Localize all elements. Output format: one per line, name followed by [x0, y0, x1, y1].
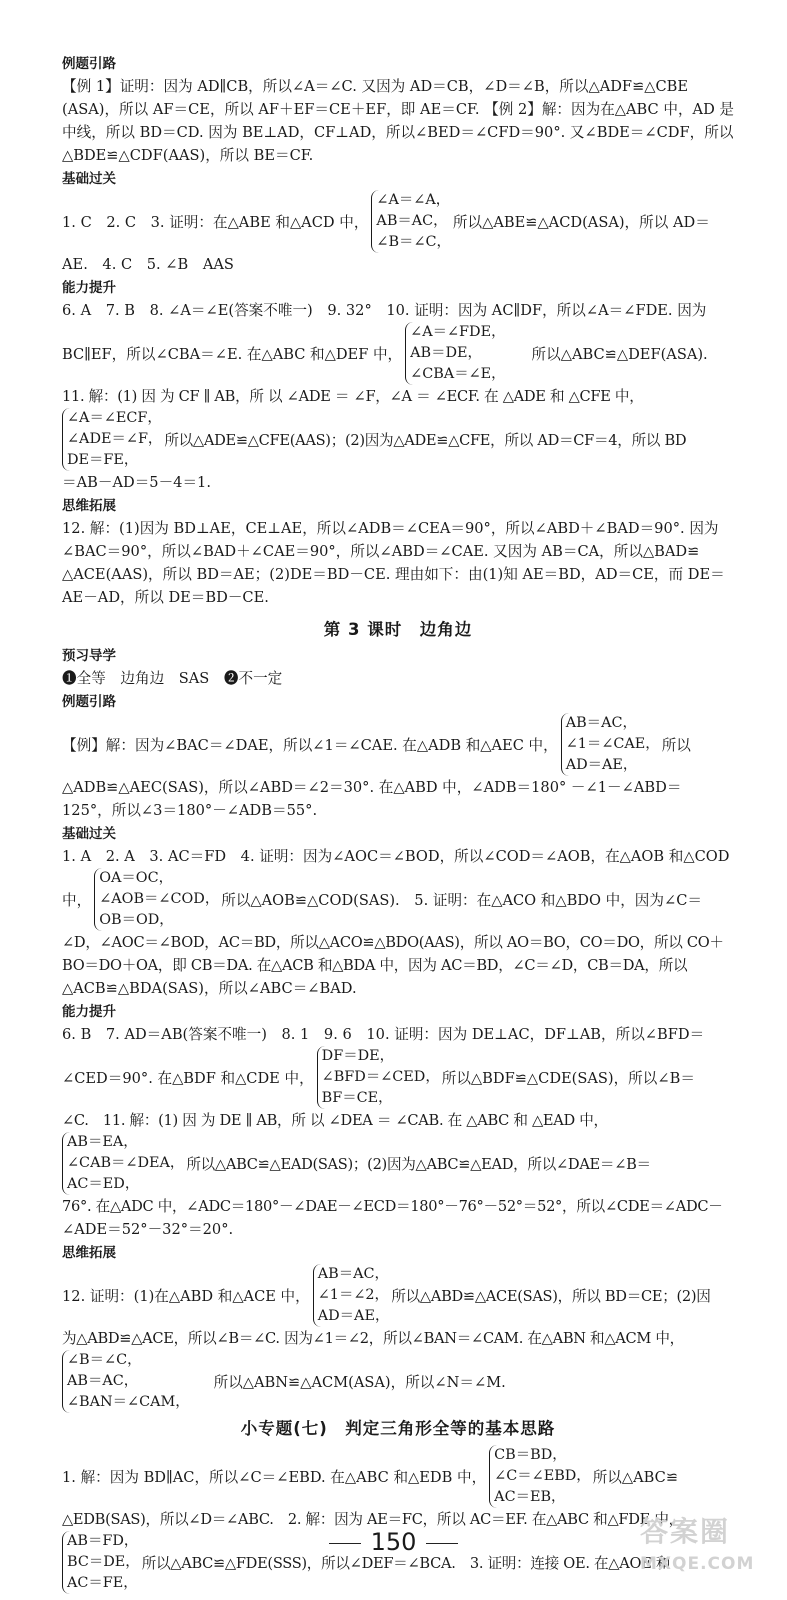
text-line: 中线，所以 BD＝CD. 因为 BE⊥AD，CF⊥AD，所以∠BED＝∠CFD＝90°. 又∠BDE＝∠CDF，所以: [62, 124, 734, 141]
page-number-text: 150: [370, 1528, 417, 1556]
brace-line: ∠A＝∠ECF，: [67, 410, 162, 426]
q3-brace: [371, 190, 450, 253]
example-post: 所以: [661, 737, 691, 754]
text-line: ∠C. 11. 解：(1) 因 为 DE ∥ AB，所 以 ∠DEA ＝ ∠CAB. 在 △ABC 和 △EAD 中，: [62, 1112, 608, 1129]
q10b-pre: ∠CED＝90°. 在△BDF 和△CDE 中，: [62, 1070, 314, 1087]
text-line: 6. B 7. AD＝AB(答案不唯一) 8. 1 9. 6 10. 证明：因为 DE⊥AC，DF⊥AB，所以∠BFD＝: [62, 1026, 705, 1043]
text-line: BO＝DO＋OA，即 CB＝DA. 在△ACB 和△BDA 中，因为 AC＝BD，∠C＝∠D，CB＝DA，所以: [62, 957, 688, 974]
brace-line: AB＝EA，: [67, 1134, 138, 1150]
section-heading-examples: 例题引路: [62, 56, 116, 72]
brace-line: ∠CBA＝∠E，: [410, 366, 506, 382]
brace-line: OB＝OD，: [99, 912, 174, 928]
text-line: △ACB≌△BDA(SAS)，所以∠ABC＝∠BAD.: [62, 980, 357, 997]
brace-line: ∠1＝∠CAE，: [565, 736, 660, 752]
brace-line: DF＝DE，: [321, 1048, 395, 1064]
watermark-text: 答案圈: [640, 1515, 731, 1548]
s3-q2-post: 所以△ABC≌△FDE(SSS)，所以∠DEF＝∠BCA. 3. 证明：连接 OE. 在△AOE 和: [141, 1555, 671, 1572]
brace-line: ∠A＝∠FDE，: [410, 324, 506, 340]
q11-row: [62, 408, 734, 471]
brace-line: AB＝AC，: [67, 1373, 139, 1389]
topic-title: 小专题(七) 判定三角形全等的基本思路: [240, 1419, 556, 1438]
section-heading-extension: 思维拓展: [62, 498, 116, 514]
q12-pre: 12. 证明：(1)在△ABD 和△ACE 中，: [62, 1288, 310, 1305]
q3-row: [62, 190, 734, 253]
example-pre: 【例】解：因为∠BAC＝∠DAE，所以∠1＝∠CAE. 在△ADB 和△AEC 中，: [62, 737, 558, 754]
page-number-dash: [329, 1543, 361, 1544]
text-line: 76°. 在△ADC 中，∠ADC＝180°－∠DAE－∠ECD＝180°－76°－52°＝52°，所以∠CDE＝∠ADC－: [62, 1198, 723, 1215]
brace-line: ∠BFD＝∠CED，: [321, 1069, 440, 1085]
q10b-post: 所以△BDF≌△CDE(SAS)，所以∠B＝: [441, 1070, 695, 1087]
text-line: ＝AB－AD＝5－4＝1.: [62, 474, 211, 491]
text-line: △ACE(AAS)，所以 BD＝AE；(2)DE＝BD－CE. 理由如下：由(1)知 AE＝BD，AD＝CE，而 DE＝: [62, 566, 725, 583]
text-line: ❶全等 边角边 SAS ❷不一定: [62, 670, 283, 687]
brace-line: ∠BAN＝∠CAM，: [67, 1394, 190, 1410]
s3-q1-brace: [489, 1445, 591, 1508]
text-line: 11. 解：(1) 因 为 CF ∥ AB，所 以 ∠ADE ＝ ∠F，∠A ＝ ∠ECF. 在 △ADE 和 △CFE 中，: [62, 388, 644, 405]
brace-line: AC＝ED，: [67, 1176, 140, 1192]
text-line: 6. A 7. B 8. ∠A＝∠E(答案不唯一) 9. 32° 10. 证明：因为 AC∥DF，所以∠A＝∠FDE. 因为: [62, 302, 707, 319]
s3-q1-pre: 1. 解：因为 BD∥AC，所以∠C＝∠EBD. 在△ABC 和△EDB 中，: [62, 1469, 487, 1486]
text-line: ∠ADE＝52°－32°＝20°.: [62, 1221, 234, 1238]
text-line: 为△ABD≌△ACE，所以∠B＝∠C. 因为∠1＝∠2，所以∠BAN＝∠CAM. 在△ABN 和△ACM 中，: [62, 1330, 684, 1347]
section-heading-ability: 能力提升: [62, 1004, 116, 1020]
example-brace: [561, 713, 660, 776]
q11-post: 所以△ADE≌△CFE(AAS)；(2)因为△ADE≌△CFE，所以 AD＝CF＝4，所以 BD: [164, 432, 687, 449]
brace-line: AB＝AC，: [565, 715, 637, 731]
q12b-row: [62, 1350, 734, 1413]
brace-line: ∠ADE＝∠F，: [67, 431, 163, 447]
watermark-url: MXQE.COM: [640, 1554, 755, 1574]
example-row: [62, 713, 734, 776]
text-line: 1. A 2. A 3. AC＝FD 4. 证明：因为∠AOC＝∠BOD，所以∠COD＝∠AOB，在△AOB 和△COD: [62, 848, 730, 865]
brace-line: BF＝CE，: [321, 1090, 393, 1106]
section-heading-basics: 基础过关: [62, 171, 116, 187]
brace-line: DE＝FE，: [67, 452, 139, 468]
lesson-title: 第 3 课时 边角边: [323, 620, 473, 639]
text-line: 【例 1】证明：因为 AD∥CB，所以∠A＝∠C. 又因为 AD＝CB，∠D＝∠B，所以△ADF≌△CBE: [62, 78, 689, 95]
brace-line: ∠A＝∠A，: [376, 192, 451, 208]
q11-brace: [62, 408, 162, 471]
page-number-dash: [426, 1543, 458, 1544]
section-heading-preview: 预习导学: [62, 648, 116, 664]
watermark-logo: [640, 1510, 755, 1590]
brace-line: AC＝EB，: [494, 1489, 566, 1505]
brace-line: CB＝BD，: [494, 1447, 567, 1463]
brace-line: AD＝AE，: [565, 757, 638, 773]
q3-post: 所以△ABE≌△ACD(ASA)，所以 AD＝: [452, 214, 710, 231]
q4-pre: 中，: [62, 892, 92, 909]
brace-line: BC＝DE，: [67, 1554, 140, 1570]
brace-line: ∠CAB＝∠DEA，: [67, 1155, 185, 1171]
q12-post: 所以△ABD≌△ACE(SAS)，所以 BD＝CE；(2)因: [391, 1288, 711, 1305]
q4-post: 所以△AOB≌△COD(SAS). 5. 证明：在△ACO 和△BDO 中，因为∠C＝: [221, 892, 702, 909]
text-line: (ASA)，所以 AF＝CE，所以 AF＋EF＝CE＋EF，即 AE＝CF. 【例 2】解：因为在△ABC 中，AD 是: [62, 101, 735, 118]
q12b-post: 所以△ABN≌△ACM(ASA)，所以∠N＝∠M.: [213, 1374, 506, 1391]
brace-line: AC＝FE，: [67, 1575, 138, 1591]
text-line: AE－AD，所以 DE＝BD－CE.: [62, 589, 269, 606]
brace-line: OA＝OC，: [99, 870, 173, 886]
text-line: 12. 解：(1)因为 BD⊥AE，CE⊥AE，所以∠ADB＝∠CEA＝90°，所以∠ABD＋∠BAD＝90°. 因为: [62, 520, 719, 537]
q4-row: [62, 868, 734, 931]
brace-line: AB＝AC，: [317, 1266, 389, 1282]
brace-line: AD＝AE，: [317, 1308, 390, 1324]
s3-q1-post: 所以△ABC≌: [592, 1469, 679, 1486]
brace-line: AB＝FD，: [67, 1533, 139, 1549]
brace-line: ∠B＝∠C，: [376, 234, 451, 250]
brace-line: ∠C＝∠EBD，: [494, 1468, 591, 1484]
q11b-brace: [62, 1132, 184, 1195]
section-heading-extension: 思维拓展: [62, 1245, 116, 1261]
q10-post: 所以△ABC≌△DEF(ASA).: [531, 346, 708, 363]
brace-line: AB＝AC，: [376, 213, 448, 229]
brace-line: ∠B＝∠C，: [67, 1352, 142, 1368]
q12b-brace: [62, 1350, 190, 1413]
brace-line: AB＝DE，: [410, 345, 482, 361]
q3-pre: 1. C 2. C 3. 证明：在△ABE 和△ACD 中，: [62, 214, 369, 231]
text-line: ∠D，∠AOC＝∠BOD，AC＝BD，所以△ACO≌△BDO(AAS)，所以 AO＝BO，CO＝DO，所以 CO＋: [62, 934, 724, 951]
q12-brace: [313, 1264, 390, 1327]
q10-pre: BC∥EF，所以∠CBA＝∠E. 在△ABC 和△DEF 中，: [62, 346, 403, 363]
text-line: △BDE≌△CDF(AAS)，所以 BE＝CF.: [62, 147, 314, 164]
text-line: 125°，所以∠3＝180°－∠ADB＝55°.: [62, 802, 318, 819]
q10b-row: [62, 1046, 734, 1109]
text-line: △EDB(SAS)，所以∠D＝∠ABC. 2. 解：因为 AE＝FC，所以 AC＝EF. 在△ABC 和△FDE 中，: [62, 1511, 683, 1528]
q10b-brace: [317, 1046, 440, 1109]
q12-row: [62, 1264, 734, 1327]
q4-brace: [94, 868, 219, 931]
brace-line: ∠1＝∠2，: [317, 1287, 389, 1303]
q11b-post: 所以△ABC≌△EAD(SAS)；(2)因为△ABC≌△EAD，所以∠DAE＝∠B＝: [186, 1156, 651, 1173]
text-line: ∠BAC＝90°，所以∠BAD＋∠CAE＝90°，所以∠ABD＝∠CAE. 又因为 AB＝CA，所以△BAD≌: [62, 543, 700, 560]
brace-line: ∠AOB＝∠COD，: [99, 891, 220, 907]
section-heading-ability: 能力提升: [62, 280, 116, 296]
answer-page: [62, 52, 734, 1594]
text-line: △ADB≌△AEC(SAS)，所以∠ABD＝∠2＝30°. 在△ABD 中，∠ADB＝180° －∠1－∠ABD＝: [62, 779, 682, 796]
section-heading-examples: 例题引路: [62, 694, 116, 710]
section-heading-basics: 基础过关: [62, 826, 116, 842]
q10-row: [62, 322, 734, 385]
s3-q1-row: [62, 1445, 734, 1508]
q11b-row: [62, 1132, 734, 1195]
text-line: AE. 4. C 5. ∠B AAS: [62, 256, 234, 273]
q10-brace: [405, 322, 505, 385]
